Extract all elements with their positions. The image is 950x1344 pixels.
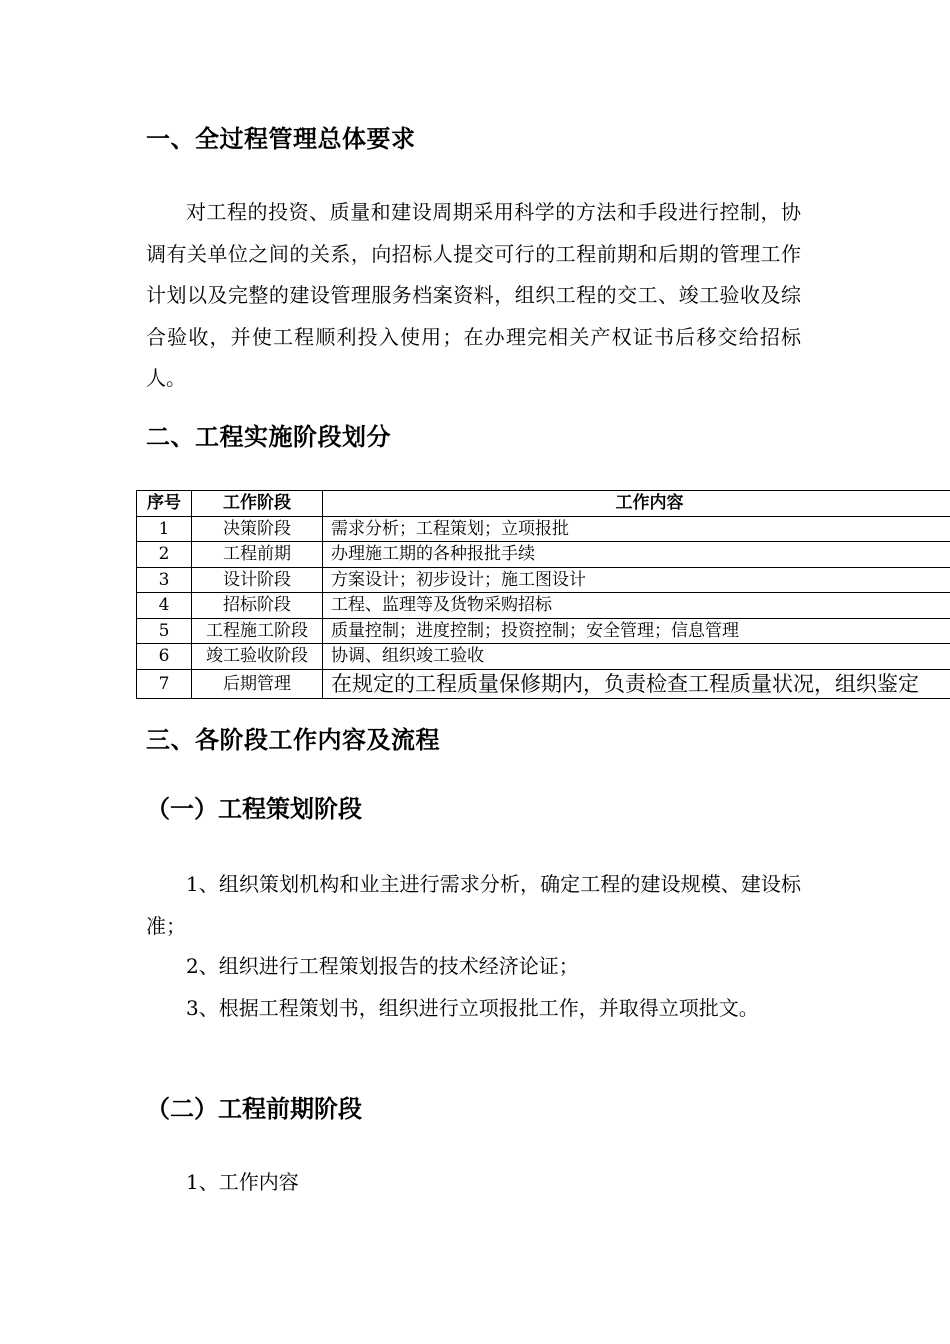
row-number: 5	[137, 618, 192, 644]
stages-table	[136, 490, 950, 699]
row-stage: 后期管理	[192, 669, 323, 698]
subsection-1-title: （一）工程策划阶段	[146, 795, 362, 823]
row-number: 1	[137, 516, 192, 542]
row-stage: 招标阶段	[192, 593, 323, 619]
row-content: 工程、监理等及货物采购招标	[323, 593, 950, 619]
row-number: 4	[137, 593, 192, 619]
header-stage: 工作阶段	[192, 491, 323, 517]
row-stage: 工程前期	[192, 542, 323, 568]
table-row	[137, 567, 950, 593]
section-1-paragraph: 对工程的投资、质量和建设周期采用科学的方法和手段进行控制，协调有关单位之间的关系，向招标人提交可行的工程前期和后期的管理工作计划以及完整的建设管理服务档案资料，组织工程的交工、竣工验收及综合验收，并使工程顺利投入使用；在办理完相关产权证书后移交给招标人。	[146, 200, 801, 390]
table-row	[137, 516, 950, 542]
subsection-1-item-2: 2、组织进行工程策划报告的技术经济论证；	[186, 954, 579, 978]
subsection-1-item-3: 3、根据工程策划书，组织进行立项报批工作，并取得立项批文。	[186, 996, 759, 1020]
table-header-row	[137, 491, 950, 517]
row-stage: 工程施工阶段	[192, 618, 323, 644]
row-stage: 竣工验收阶段	[192, 644, 323, 670]
row-content: 协调、组织竣工验收	[323, 644, 950, 670]
row-number: 7	[137, 669, 192, 698]
row-number: 3	[137, 567, 192, 593]
subsection-2-item-1: 1、工作内容	[186, 1170, 299, 1194]
table-row	[137, 644, 950, 670]
row-content: 在规定的工程质量保修期内，负责检查工程质量状况，组织鉴定	[323, 669, 950, 698]
row-content: 需求分析；工程策划；立项报批	[323, 516, 950, 542]
section-2-title: 二、工程实施阶段划分	[146, 423, 391, 451]
row-content: 质量控制；进度控制；投资控制；安全管理；信息管理	[323, 618, 950, 644]
section-1-title: 一、全过程管理总体要求	[146, 125, 416, 153]
row-number: 6	[137, 644, 192, 670]
subsection-1-item-1: 1、组织策划机构和业主进行需求分析，确定工程的建设规模、建设标准；	[146, 872, 801, 938]
row-stage: 决策阶段	[192, 516, 323, 542]
subsection-2-title: （二）工程前期阶段	[146, 1095, 362, 1123]
section-3-title: 三、各阶段工作内容及流程	[146, 726, 440, 754]
header-content: 工作内容	[323, 491, 950, 517]
table-row	[137, 669, 950, 698]
row-number: 2	[137, 542, 192, 568]
header-number: 序号	[137, 491, 192, 517]
row-stage: 设计阶段	[192, 567, 323, 593]
table-row	[137, 593, 950, 619]
row-content: 办理施工期的各种报批手续	[323, 542, 950, 568]
table-row	[137, 618, 950, 644]
row-content: 方案设计；初步设计；施工图设计	[323, 567, 950, 593]
table-row	[137, 542, 950, 568]
